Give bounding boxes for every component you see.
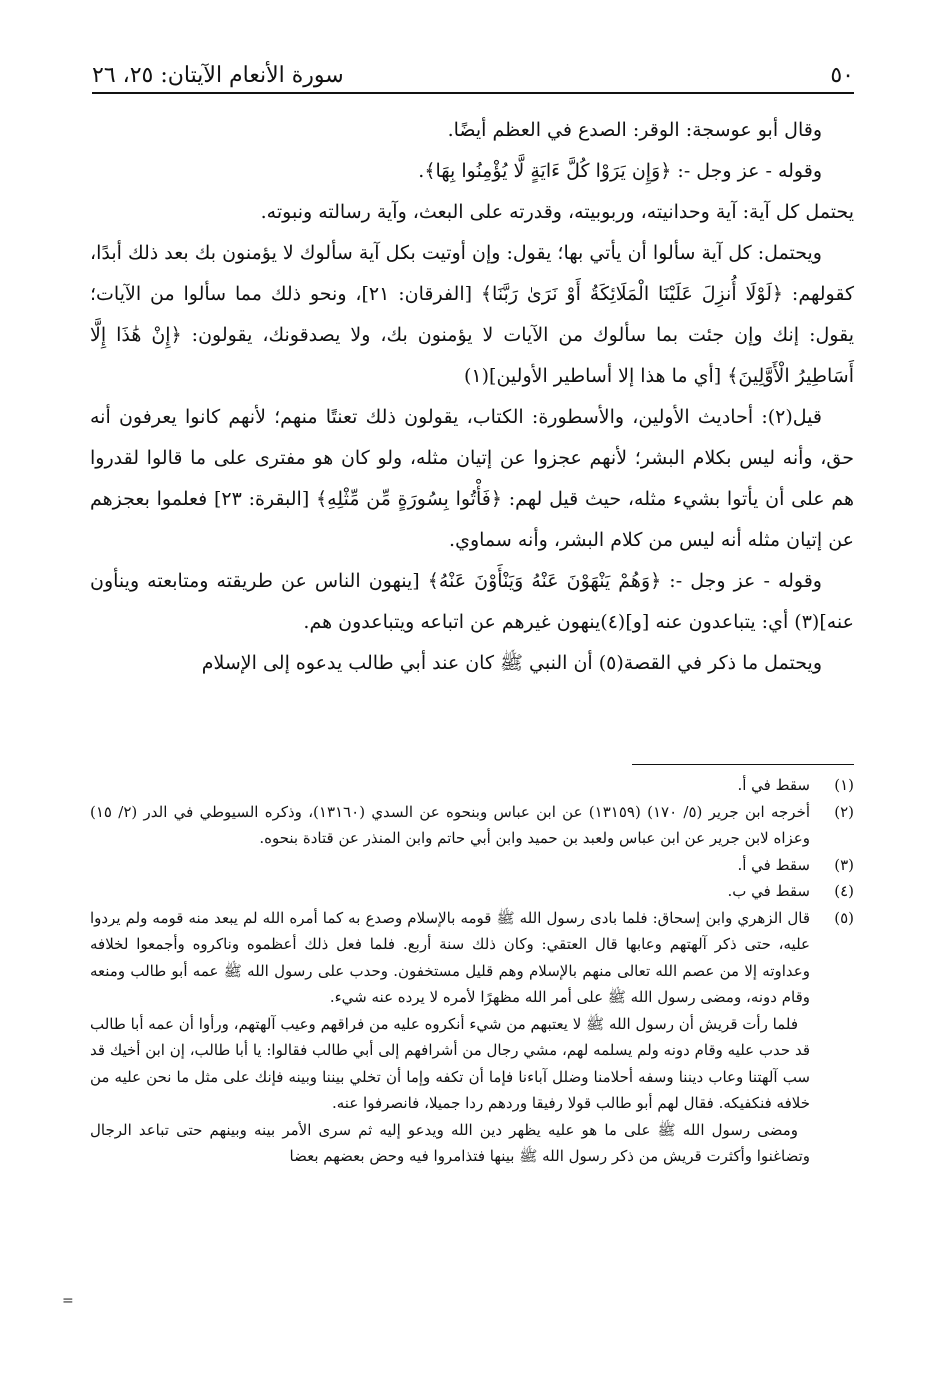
paragraph: قيل(٢): أحاديث الأولين، والأسطورة: الكتاب، يقولون ذلك تعنتًا منهم؛ لأنهم كانوا يعرفون أنه حق، وأنه ليس بكلام البشر؛ لأنهم عجزوا عن إتيان مثله، ولو كان هو مفترى على ما قالوا لقدروا هم على أن يأتوا بشيء مثله، حيث قيل لهم: ﴿فَأْتُوا بِسُورَةٍ مِّن مِّثْلِهِ﴾ [البقرة: ٢٣] فعلموا بعجزهم عن إتيان مثله أنه ليس من كلام البشر، وأنه سماوي. — [90, 406, 854, 551]
paragraph: ويحتمل ما ذكر في القصة(٥) أن النبي ﷺ كان عند أبي طالب يدعوه إلى الإسلام — [201, 652, 822, 674]
footnote-separator — [632, 764, 854, 765]
footnote-text: سقط في أ. — [737, 776, 810, 794]
footnotes — [90, 772, 854, 1170]
page-number: ٥٠ — [830, 63, 854, 88]
footnote — [90, 878, 854, 905]
footnote-text: قال الزهري وابن إسحاق: فلما بادى رسول الله ﷺ قومه بالإسلام وصدع به كما أمره الله لم يبعد منه قومه ولم يردوا عليه، حتى ذكر آلهتهم وعابها قال العتقي: وكان ذلك سنة أربع. فلما فعل ذلك أعظموه وناكروه وأجمعوا لخلافه وعداوته إلا من عصم الله تعالى منهم بالإسلام وهم قليل مستخفون. وحدب على رسول الله ﷺ عمه أبو طالب ومنعه وقام دونه، ومضى رسول الله ﷺ على أمر الله مظهرًا لأمره لا يرده عنه شيء. — [90, 908, 810, 1006]
main-text — [90, 110, 854, 684]
footnote-text: سقط في أ. — [737, 855, 810, 874]
footnote-number: (٣) — [834, 855, 854, 874]
footnote — [90, 772, 854, 799]
footnote-number: (٢) — [834, 802, 854, 821]
paragraph: وقال أبو عوسجة: الوقر: الصدع في العظم أيضًا. — [447, 119, 822, 141]
footnote-text: سقط في ب. — [727, 882, 810, 900]
paragraph: وقوله - عز وجل -: ﴿وَإِن يَرَوْا كُلَّ ءَايَةٍ لَّا يُؤْمِنُوا بِهَا﴾. — [418, 160, 822, 182]
footnote — [90, 852, 854, 879]
paragraph: وقوله - عز وجل -: ﴿وَهُمْ يَنْهَوْنَ عَنْهُ وَيَنْأَوْنَ عَنْهُ﴾ [ينهون الناس عن طريقته ومتابعته وينأون عنه](٣) أي: يتباعدون عنه [و](٤)ينهون غيرهم عن اتباعه ويتباعدون هم. — [90, 570, 854, 633]
footnote-number: (٤) — [834, 882, 854, 900]
footnote — [90, 905, 854, 1011]
paragraph: ويحتمل: كل آية سألوا أن يأتي بها؛ يقول: وإن أوتيت بكل آية سألوك لا يؤمنون بك بعد ذلك أبدًا، كقولهم: ﴿لَوْلَا أُنزِلَ عَلَيْنَا الْمَلَائِكَةُ أَوْ نَرَىٰ رَبَّنَا﴾ [الفرقان: ٢١]، ونحو ذلك مما سألوا من الآيات؛ يقول: إنك وإن جئت بما سألوك من الآيات لا يؤمنون بك، ولا يصدقونك، يقولون: ﴿إِنْ هَٰذَا إِلَّا أَسَاطِيرُ الْأَوَّلِينَ﴾ [أي ما هذا إلا أساطير الأولين](١) — [90, 242, 854, 387]
paragraph: يحتمل كل آية: آية وحدانيته، وربوبيته، وقدرته على البعث، وآية رسالته ونبوته. — [260, 201, 854, 223]
running-title: سورة الأنعام الآيتان: ٢٥، ٢٦ — [92, 63, 344, 88]
footnote-number: (١) — [834, 776, 854, 794]
footnote-continuation: ومضى رسول الله ﷺ على ما هو عليه يظهر دين الله ويدعو إليه ثم سرى الأمر بينه وبينهم حتى تباعد الرجال وتضاغنوا وأكثرت قريش من ذكر رسول الله ﷺ بينها فتذامروا فيه وحض بعضهم بعضا — [90, 1120, 810, 1165]
footnote-text: أخرجه ابن جرير (٥/ ١٧٠) (١٣١٥٩) عن ابن عباس وبنحوه عن السدي (١٣١٦٠)، وذكره السيوطي في الدر (٢/ ١٥) وعزاه لابن جرير عن ابن عباس ولعبد بن حميد وابن أبي حاتم وابن المنذر عن قتادة بنحوه. — [90, 802, 811, 847]
margin-mark: = — [62, 1293, 74, 1309]
footnote — [90, 799, 854, 852]
footnote-number: (٥) — [834, 908, 854, 927]
page-header — [92, 56, 854, 94]
footnote-continuation: فلما رأت قريش أن رسول الله ﷺ لا يعتبهم من شيء أنكروه عليه من فراقهم وعيب آلهتهم، ورأوا أن عمه أبا طالب قد حدب عليه وقام دونه ولم يسلمه لهم، مشي رجال من أشرافهم إلى أبي طالب فقالوا: يا أبا طالب، إن ابن أخيك قد سب آلهتنا وعاب ديننا وسفه أحلامنا وضلل آباءنا فإما أن تكفه وإما أن تخلي بيننا وبينه فإنك على مثل ما نحن عليه من خلافه فنكفيكه. فقال لهم أبو طالب قولا رفيقا وردهم ردا جميلا، فانصرفوا عنه. — [90, 1014, 810, 1112]
